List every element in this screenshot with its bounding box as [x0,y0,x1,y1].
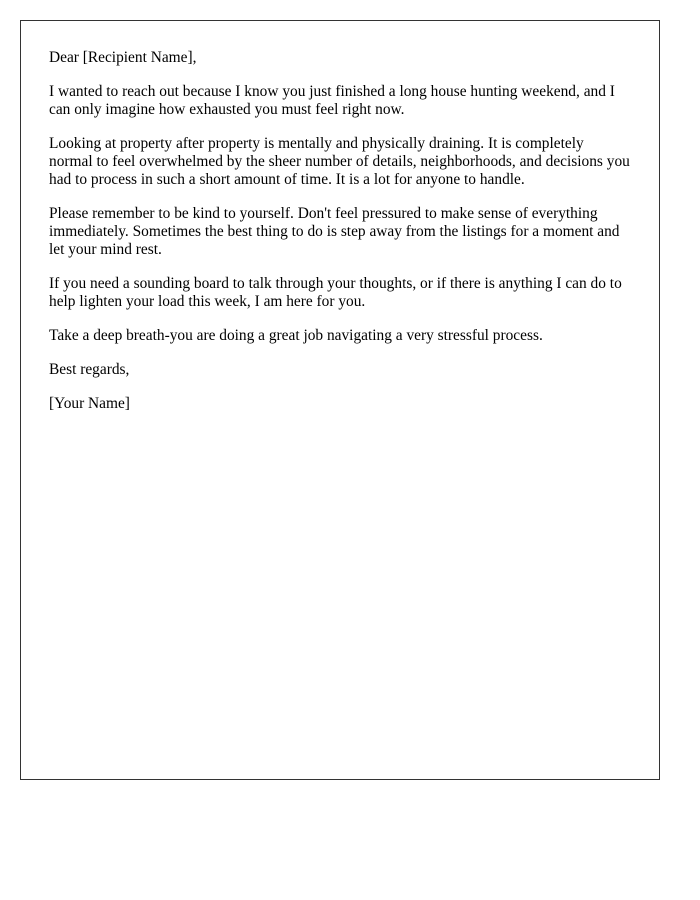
letter-page [20,20,660,780]
letter-salutation: Dear [Recipient Name], [49,49,197,66]
letter-signature: [Your Name] [49,395,130,412]
letter-paragraph-2: Looking at property after property is mentally and physically draining. It is completely normal to feel overwhelmed by the sheer number of details, neighborhoods, and decisions you had to process in such a short amount of time. It is a lot for anyone to handle. [49,135,630,188]
letter-closing: Best regards, [49,361,130,378]
letter-paragraph-4: If you need a sounding board to talk through your thoughts, or if there is anything I can do to help lighten your load this week, I am here for you. [49,275,622,310]
letter-paragraph-1: I wanted to reach out because I know you just finished a long house hunting weekend, and I can only imagine how exhausted you must feel right now. [49,83,615,118]
letter-paragraph-3: Please remember to be kind to yourself. Don't feel pressured to make sense of everything immediately. Sometimes the best thing to do is step away from the listings for a moment and let your mind rest. [49,205,620,258]
letter-paragraph-5: Take a deep breath-you are doing a great job navigating a very stressful process. [49,327,543,344]
